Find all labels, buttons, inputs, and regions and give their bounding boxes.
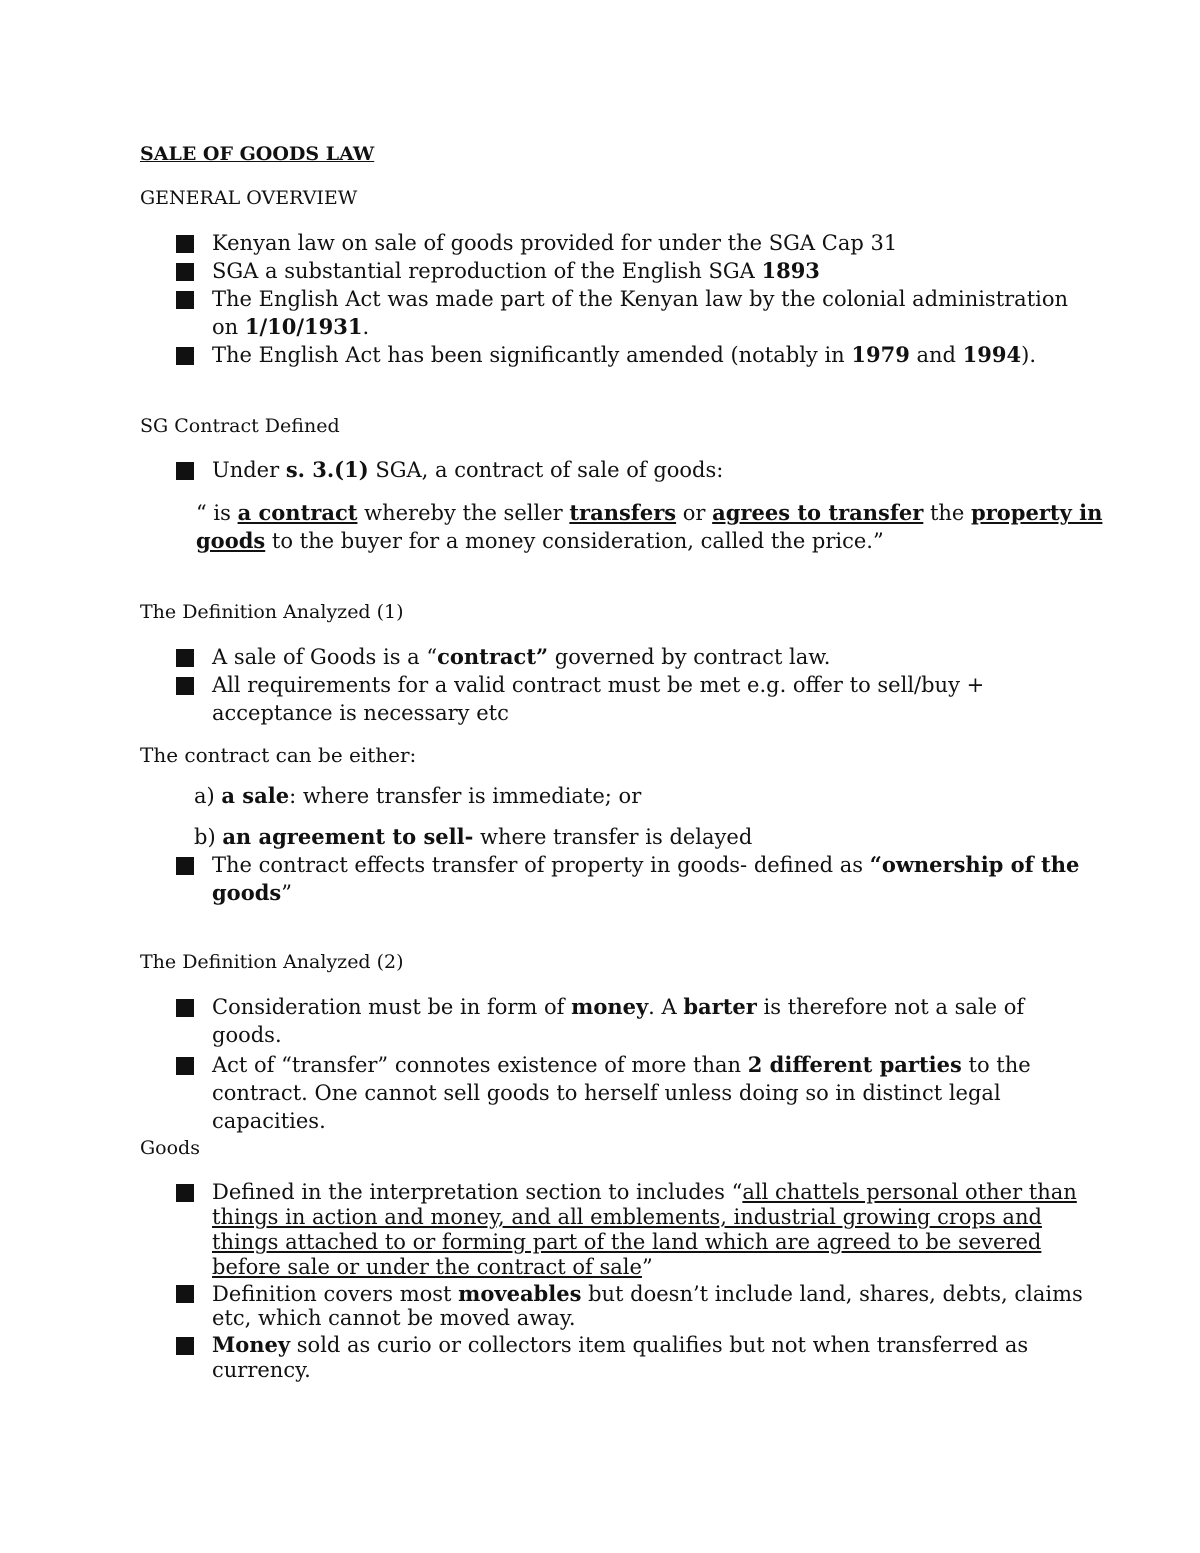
list-item: Under s. 3.(1) SGA, a contract of sale of goods: <box>212 457 724 482</box>
list-item-continuation: before sale or under the contract of sale” <box>212 1255 653 1279</box>
bullet-icon <box>176 1184 194 1202</box>
section-heading-analyzed-2: The Definition Analyzed (2) <box>140 951 404 973</box>
document-title: SALE OF GOODS LAW <box>140 143 375 165</box>
paragraph: The contract can be either: <box>140 743 417 767</box>
bullet-icon <box>176 649 194 667</box>
list-item-continuation: things attached to or forming part of the land which are agreed to be severed <box>212 1230 1042 1254</box>
bullet-icon <box>176 1285 194 1303</box>
list-item-continuation: things in action and money, and all emblements, industrial growing crops and <box>212 1205 1042 1229</box>
bullet-icon <box>176 1057 194 1075</box>
option-a: a) a sale: where transfer is immediate; or <box>194 783 642 808</box>
list-item-continuation: on 1/10/1931. <box>212 314 370 339</box>
list-item: Defined in the interpretation section to includes “all chattels personal other than <box>212 1180 1077 1204</box>
bullet-icon <box>176 235 194 253</box>
list-item: Money sold as curio or collectors item qualifies but not when transferred as <box>212 1332 1029 1357</box>
list-item-continuation: contract. One cannot sell goods to herself unless doing so in distinct legal <box>212 1081 1001 1105</box>
list-item: Definition covers most moveables but doesn’t include land, shares, debts, claims <box>212 1281 1083 1306</box>
section-heading-overview: GENERAL OVERVIEW <box>140 187 358 209</box>
list-item-continuation: acceptance is necessary etc <box>212 701 509 725</box>
list-item-continuation: capacities. <box>212 1109 326 1133</box>
section-heading-contract-defined: SG Contract Defined <box>140 415 340 437</box>
option-b: b) an agreement to sell- where transfer is delayed <box>194 824 753 849</box>
list-item-continuation: goods” <box>212 880 292 905</box>
section-heading-analyzed-1: The Definition Analyzed (1) <box>140 601 404 623</box>
list-item: Consideration must be in form of money. A barter is therefore not a sale of <box>212 994 1025 1019</box>
list-item: Kenyan law on sale of goods provided for under the SGA Cap 31 <box>212 231 898 255</box>
bullet-icon <box>176 677 194 695</box>
bullet-icon <box>176 263 194 281</box>
list-item: Act of “transfer” connotes existence of more than 2 different parties to the <box>212 1052 1031 1077</box>
definition-quote-line: goods to the buyer for a money consideration, called the price.” <box>196 528 884 553</box>
list-item-continuation: goods. <box>212 1023 282 1047</box>
list-item: All requirements for a valid contract must be met e.g. offer to sell/buy + <box>212 673 985 697</box>
list-item: The English Act was made part of the Kenyan law by the colonial administration <box>212 287 1069 311</box>
section-heading-goods: Goods <box>140 1137 200 1159</box>
list-item: A sale of Goods is a “contract” governed by contract law. <box>212 644 831 669</box>
definition-quote-line: “ is a contract whereby the seller transfers or agrees to transfer the property in <box>196 500 1103 525</box>
bullet-icon <box>176 1337 194 1355</box>
list-item-continuation: currency. <box>212 1358 311 1382</box>
list-item-continuation: etc, which cannot be moved away. <box>212 1306 576 1330</box>
list-item: The English Act has been significantly amended (notably in 1979 and 1994). <box>212 342 1036 367</box>
bullet-icon <box>176 291 194 309</box>
list-item: The contract effects transfer of property in goods- defined as “ownership of the <box>212 852 1080 877</box>
bullet-icon <box>176 999 194 1017</box>
bullet-icon <box>176 347 194 365</box>
bullet-icon <box>176 462 194 480</box>
list-item: SGA a substantial reproduction of the English SGA 1893 <box>212 258 820 283</box>
bullet-icon <box>176 857 194 875</box>
